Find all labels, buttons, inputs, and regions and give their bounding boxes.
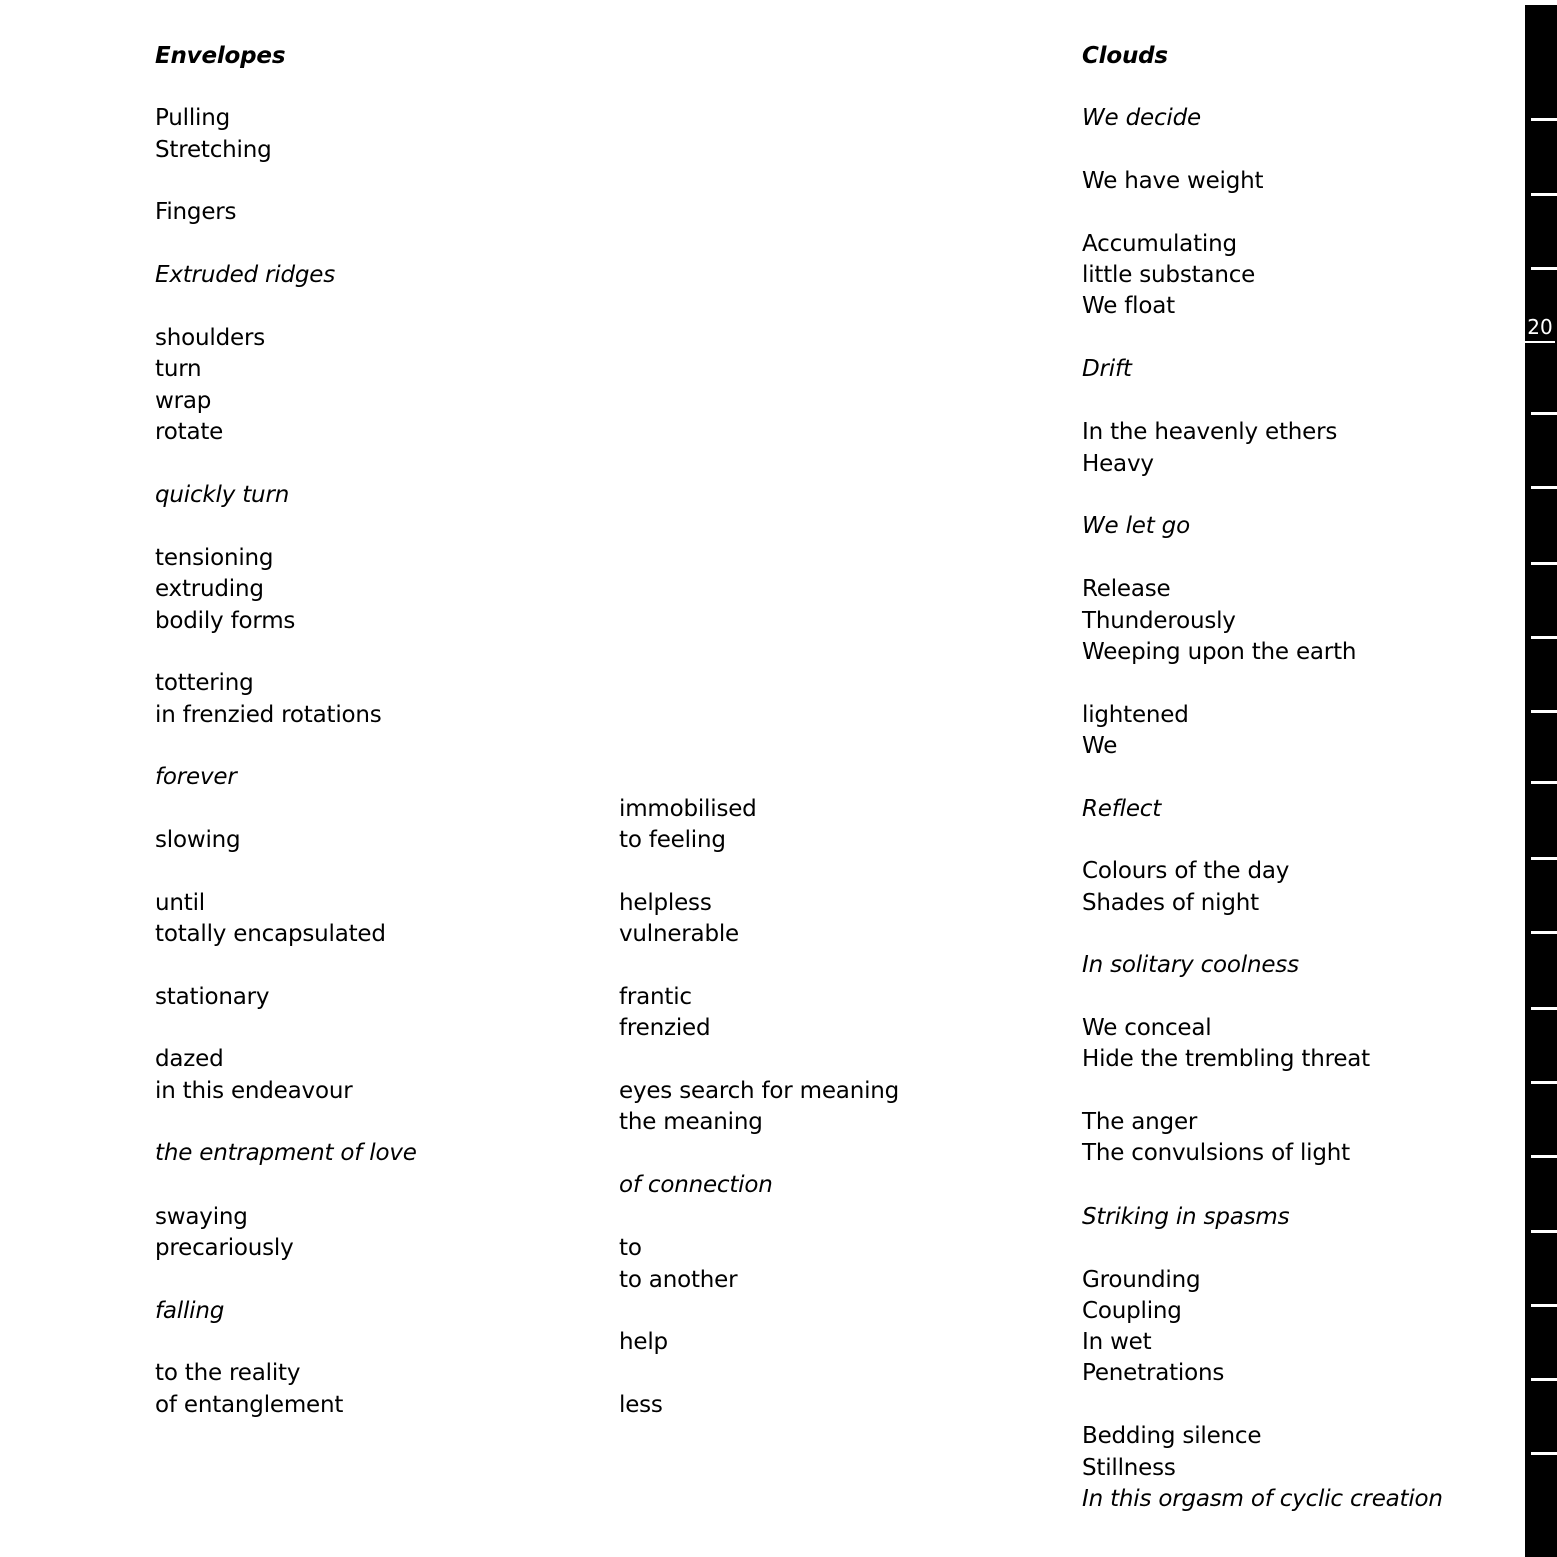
poem-line: In the heavenly ethers [1082,419,1338,445]
poem-line: Thunderously [1082,608,1236,634]
poem-line: the entrapment of love [155,1140,417,1166]
poem-line: extruding [155,576,264,602]
tab-tick [1531,931,1557,934]
poem-line: Grounding [1082,1267,1201,1293]
poem-line: Reflect [1082,796,1162,822]
poem-line: tottering [155,670,254,696]
poem-line: Stillness [1082,1455,1176,1481]
poem-line: We [1082,733,1118,759]
poem-line: of connection [619,1172,773,1198]
poem-line: help [619,1329,668,1355]
tab-tick [1531,118,1557,121]
tab-tick [1531,636,1557,639]
poem-line: helpless [619,890,712,916]
tab-tick [1531,1007,1557,1010]
tab-tick [1531,710,1557,713]
poem-line: precariously [155,1235,294,1261]
poem-line: stationary [155,984,270,1010]
poem-line: quickly turn [155,482,290,508]
poem-line: vulnerable [619,921,739,947]
poem-line: Stretching [155,137,272,163]
poem-line: Penetrations [1082,1360,1225,1386]
poem-line: Hide the trembling threat [1082,1046,1371,1072]
poem-line: We let go [1082,513,1190,539]
poem-line: falling [155,1298,225,1324]
poem-line: In solitary coolness [1082,952,1299,978]
poem-line: We float [1082,293,1175,319]
poem-line: frantic [619,984,692,1010]
poem-line: Fingers [155,199,237,225]
poem-line: The convulsions of light [1082,1140,1350,1166]
poem-line: to feeling [619,827,726,853]
tab-tick [1531,1378,1557,1381]
poem-line: Pulling [155,105,230,131]
poem-line: In this orgasm of cyclic creation [1082,1486,1443,1512]
tab-tick [1531,412,1557,415]
poem-line: forever [155,764,237,790]
poem-line: We decide [1082,105,1201,131]
poem-line: lightened [1082,702,1189,728]
poem-line: of entanglement [155,1392,344,1418]
poem-title-clouds: Clouds [1082,43,1168,69]
poem-line: rotate [155,419,224,445]
poem-line: in this endeavour [155,1078,353,1104]
poem-line: Coupling [1082,1298,1182,1324]
poem-line: totally encapsulated [155,921,386,947]
poem-line: tensioning [155,545,274,571]
poem-line: Shades of night [1082,890,1259,916]
page-number: 20 [1525,313,1555,343]
poem-line: Drift [1082,356,1132,382]
poem-line: shoulders [155,325,265,351]
poem-line: swaying [155,1204,248,1230]
tab-tick [1531,1230,1557,1233]
poem-line: dazed [155,1046,224,1072]
tab-tick [1531,781,1557,784]
poem-line: to the reality [155,1360,301,1386]
poem-line: little substance [1082,262,1256,288]
poem-line: Bedding silence [1082,1423,1262,1449]
tab-tick [1531,1155,1557,1158]
poem-line: until [155,890,205,916]
poem-line: to [619,1235,642,1261]
poem-line: turn [155,356,202,382]
poem-line: to another [619,1267,738,1293]
tab-tick [1531,1452,1557,1455]
poem-line: Striking in spasms [1082,1204,1290,1230]
poem-line: wrap [155,388,212,414]
poem-line: Heavy [1082,451,1154,477]
tab-tick [1531,562,1557,565]
poem-line: Weeping upon the earth [1082,639,1357,665]
poem-title-envelopes: Envelopes [155,43,286,69]
poem-line: Colours of the day [1082,858,1290,884]
tab-tick [1531,486,1557,489]
tab-tick [1531,193,1557,196]
tab-tick [1531,267,1557,270]
poem-line: We conceal [1082,1015,1212,1041]
poem-line: immobilised [619,796,757,822]
poem-line: Extruded ridges [155,262,336,288]
page-side-tab [1525,5,1557,1557]
poem-line: eyes search for meaning [619,1078,900,1104]
tab-tick [1531,1304,1557,1307]
poem-line: less [619,1392,663,1418]
poem-line: We have weight [1082,168,1264,194]
poem-line: the meaning [619,1109,763,1135]
poem-line: slowing [155,827,241,853]
tab-tick [1531,1081,1557,1084]
poem-line: Accumulating [1082,231,1237,257]
poem-line: In wet [1082,1329,1152,1355]
poem-line: bodily forms [155,608,296,634]
tab-tick [1531,857,1557,860]
poem-line: in frenzied rotations [155,702,382,728]
poem-line: The anger [1082,1109,1198,1135]
poem-line: frenzied [619,1015,711,1041]
poem-line: Release [1082,576,1171,602]
